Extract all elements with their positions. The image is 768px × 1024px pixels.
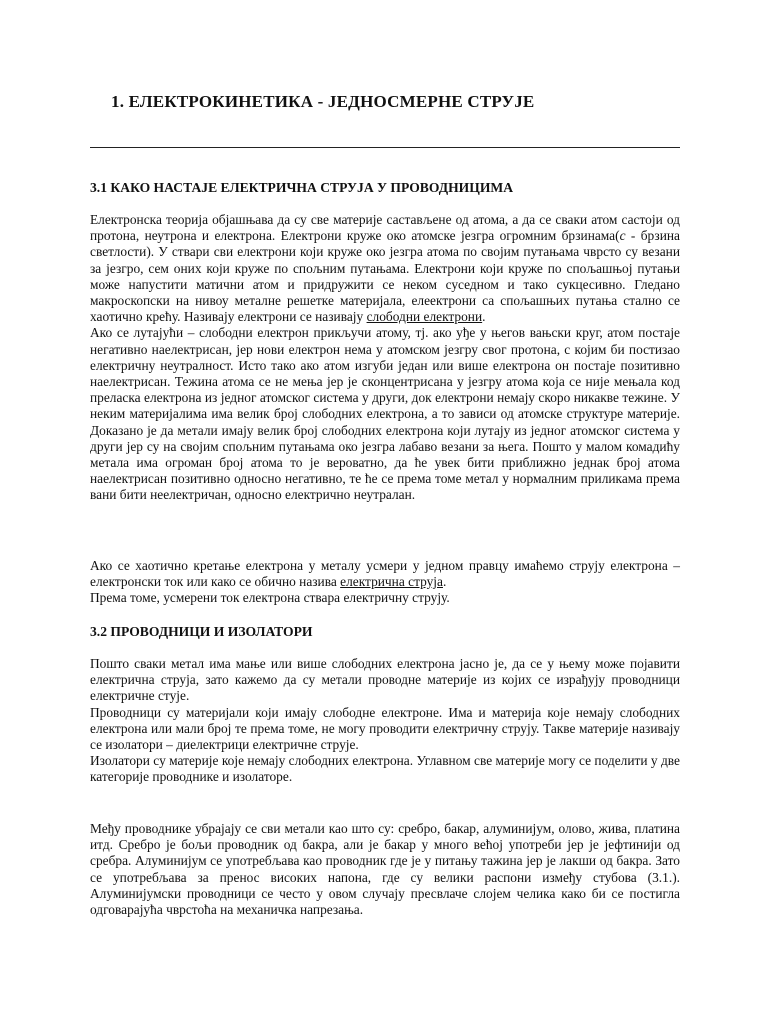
section-2-heading-block (90, 624, 680, 640)
section-2-paragraph-3: Изолатори су материје које немају слободних електрона. Углавном све материје могу се поделити у две категорије проводнике и изолаторе. (90, 753, 680, 785)
electric-current-link[interactable]: електрична струја (340, 574, 443, 590)
section-2-paragraph-2: Проводници су материјали који имају слободне електроне. Има и материја које немају слободних електрона или мали број те према томе, не могу проводити електричну струју. Такве материје називају се изолатори – диелектрици електричне струје. (90, 704, 680, 753)
section-1-body (90, 212, 680, 504)
horizontal-divider (90, 147, 680, 148)
section-2-body (90, 656, 680, 786)
section-2-body-continued (90, 821, 680, 918)
page-title: 1. ЕЛЕКТРОКИНЕТИКА - ЈЕДНОСМЕРНЕ СТРУЈЕ (111, 92, 535, 111)
section-1-paragraph-3-end: . (442, 574, 447, 590)
section-1-body-continued (90, 558, 680, 607)
section-1-paragraph-1-text: Електронска теорија објашњава да су све материје састављене од атома, а да се сваки атом састоји од протона, неутрона и електрона. Електрони круже око атомске језгра огромним брзинама( (90, 212, 680, 244)
section-2-heading: 3.2 ПРОВОДНИЦИ И ИЗОЛАТОРИ (90, 624, 313, 639)
section-1-paragraph-3-text: Ако се хаотично кретање електрона у металу усмери у једном правцу имаћемо струју електрона – електронски ток или како се обично назива (90, 558, 680, 590)
section-2-paragraph-1: Пошто сваки метал има мање или више слободних електрона јасно је, да се у њему може појавити електрична струја, зато кажемо да су метали проводне материје из којих се израђују проводници електричне стује. (90, 656, 680, 704)
speed-of-light-symbol: c (619, 228, 626, 244)
section-2-paragraph-4: Међу проводнике убрајају се сви метали као што су: сребро, бакар, алуминијум, олово, жива, платина итд. Сребро је бољи проводник од бакра, али је бакар у много већој употреби јер је јефтинији од сребра. Алуминијум се употребљава као проводник где је у питању тажина јер је лакши од бакра. Зато се употребљава за пренос високих напона, где су велики распони између стубова (3.1.). Алуминијумски проводници се често у овом случају пресвлаче слојем челика како би се постигла одговарајућа чврстоћа на механичка напрезања. (90, 821, 680, 918)
section-1-paragraph-3 (90, 558, 680, 590)
section-1-paragraph-1-end: . (482, 309, 486, 325)
free-electrons-link[interactable]: слободни електрони (366, 309, 483, 325)
section-1-paragraph-4: Према томе, усмерени ток електрона ствара електричну струју. (90, 590, 450, 606)
section-1-heading: 3.1 КАКО НАСТАЈЕ ЕЛЕКТРИЧНА СТРУЈА У ПРОВОДНИЦИМА (90, 180, 514, 195)
section-1-paragraph-2: Ако се лутајући – слободни електрон прикључи атому, тј. ако уђе у његов вањски круг, атом постаје негативно наелектрисан, јер нови електрон нема у атомском језгру свог протона, с којим би постизао електричну неутралност. Исто тако ако атом изгуби један или више електрона он постаје позитивно наелектрисан. Тежина атома се не мења јер је сконцентрисана у језгру атома која се није мењала код преласка електрона из једног атомског система у други, док електрони немају скоро никакве тежине. У неким материјалима има велик број слободних електрона, а то зависи од атомске структуре материје. Доказано је да метали имају велик број слободних електрона који лутају из једног атомског система у други јер су на својим спољним путањама око језгра лабаво везани за њега. Пошто у малом комадићу метала има огроман број атома то је вероватно, да ће увек бити приближно једнак број атома наелектрисан позитивно односно негативно, те ће се према томе метал у нормалним приликама према вани бити неелектричан, односно електрично неутралан. (90, 325, 680, 503)
section-1-heading-block (90, 180, 680, 196)
section-1-paragraph-1 (90, 212, 680, 325)
section-1-paragraph-1-text-cont: - брзина светлости). У ствари сви електрони који круже око језгра атома по својим путањама чврсто су везани за језгро, сем оних који круже по спољним путањама. Електрони који круже по спољашњој путањи може напустити матични атом и придружити се неком суседном и тако сукцесивно. Гледано макроскопски на нивоу металне решетке материјала, елеектрони са спољашњих путања стално се хаотично крећу. Називају електрони се називају (90, 228, 680, 325)
